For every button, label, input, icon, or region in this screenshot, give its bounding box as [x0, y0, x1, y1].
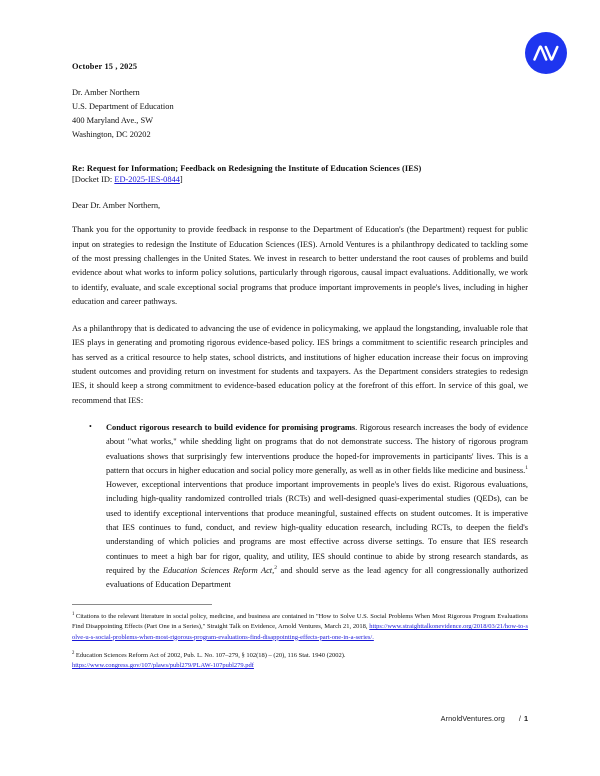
bullet-lead-in: Conduct rigorous research to build evidence for promising programs	[106, 422, 356, 432]
letter-body	[72, 62, 528, 593]
footnote-1	[72, 612, 528, 643]
footnote-1-url-link[interactable]: https://www.straighttalkonevidence.org/2018/03/21/how-to-solve-u-s-social-problems-when-most-rigorous-program-evaluations-find-disappointing-effects-part-one-in-a-series/.	[72, 623, 528, 641]
footnote-2-marker: 2	[72, 650, 75, 656]
salutation: Dear Dr. Amber Northern,	[72, 201, 161, 211]
footer-slash: /	[518, 714, 521, 723]
page-footer	[72, 714, 528, 723]
footnotes-section	[72, 604, 528, 679]
recommendations-list	[72, 421, 528, 593]
letter-date: October 15 , 2025	[72, 62, 138, 71]
cited-act-title: Education Sciences Reform Act,	[162, 565, 275, 575]
bullet-text-part-3: and should serve as the lead agency for all congressionally authorized evaluations of Education Department	[106, 565, 528, 590]
footnote-2-text: Education Sciences Reform Act of 2002, Pub. L. No. 107–279, § 102(18) – (20), 116 Stat. 1940 (2002).	[75, 651, 346, 659]
docket-line	[72, 175, 528, 184]
footnote-2-url-link[interactable]: https://www.congress.gov/107/plaws/publ279/PLAW-107publ279.pdf	[72, 662, 254, 670]
footnote-2	[72, 651, 528, 672]
subject-line: Re: Request for Information; Feedback on Redesigning the Institute of Education Sciences (IES)	[72, 164, 422, 174]
recipient-street: 400 Maryland Ave., SW	[72, 116, 154, 126]
body-paragraph-2: As a philanthropy that is dedicated to advancing the use of evidence in policymaking, we applaud the longstanding, invaluable role that IES plays in generating and promoting rigorous evidence-based policy. IES brings a commitment to scientific research principles and has served as a critical resource to help states, school districts, and institutions of higher education increase their focus on improving student outcomes and providing return on investment for students and taxpayers. As the Department considers strategies to redesign IES, it should keep a strong commitment to evidence-based education policy at the forefront of this effort. In service of this goal, we recommend that IES:	[72, 324, 528, 405]
footnote-reference-2[interactable]: 2	[274, 565, 278, 572]
docket-suffix: ]	[179, 175, 183, 185]
page-number-value: 1	[523, 714, 528, 723]
bullet-text-part-1: . Rigorous research increases the body of evidence about "what works," while shedding light on programs that do not demonstrate success. The history of rigorous program evaluations shows that surprisingly few interventions produce the hoped-for improvements in participants' lives. This is a pattern that occurs in higher education and social policy more generally, as well as in other fields like medicine and business.	[106, 422, 528, 475]
recipient-organization: U.S. Department of Education	[72, 102, 174, 112]
footnote-1-text: Citations to the relevant literature in social policy, medicine, and business are contained in "How to Solve U.S. Social Problems When Most Rigorous Program Evaluations Find Disappointing Effects (Part One in a Series)," Straight Talk on Evidence, Arnold Ventures, March 21, 2018,	[72, 613, 528, 631]
recipient-city-state-zip: Washington, DC 20202	[72, 130, 151, 140]
recipient-name: Dr. Amber Northern	[72, 88, 140, 97]
footnote-separator-rule	[72, 604, 212, 605]
arnold-ventures-av-logo-icon	[525, 32, 567, 74]
body-paragraph-1: Thank you for the opportunity to provide feedback in response to the Department of Education's (the Department) request for public input on strategies to redesign the Institute of Education Sciences (IES). Arnold Ventures is a philanthropy dedicated to tackling some of the most pressing challenges in the United States. We invest in research to better understand the root causes of problems and build evidence about what works to inform policy solutions, particularly through rigorous, causal impact evaluations. Additionally, we work to identify, evaluate, and scale exceptional social programs that produce important improvements in people's lives, including in higher education and career pathways.	[72, 225, 528, 306]
page-number	[519, 714, 528, 723]
list-item	[106, 421, 528, 593]
recipient-address-block	[72, 86, 528, 142]
footnote-reference-1[interactable]: 1	[525, 465, 528, 472]
bullet-text-part-2: However, exceptional interventions that produce important improvements in people's lives do exist. Rigorous evaluations, including high-quality randomized controlled trials (RCTs) and well-designed quasi-experimental studies (QEDs), can be used to identify exceptional interventions that produce meaningful, sustained effects on student outcomes. It is imperative that IES continues to fund, conduct, and review high-quality education research, including RCTs, to deepen the field's understanding of which policies and programs are most effective across diverse settings. To ensure that IES research continues to meet a high bar for rigor, quality, and utility, IES should continue to abide by strong research standards, as required by the	[106, 480, 528, 575]
docket-id-link[interactable]: ED-2025-IES-0844	[114, 175, 180, 185]
footer-site-label: ArnoldVentures.org	[440, 714, 505, 723]
docket-prefix: [Docket ID:	[72, 175, 115, 185]
footnote-1-marker: 1	[72, 611, 75, 617]
